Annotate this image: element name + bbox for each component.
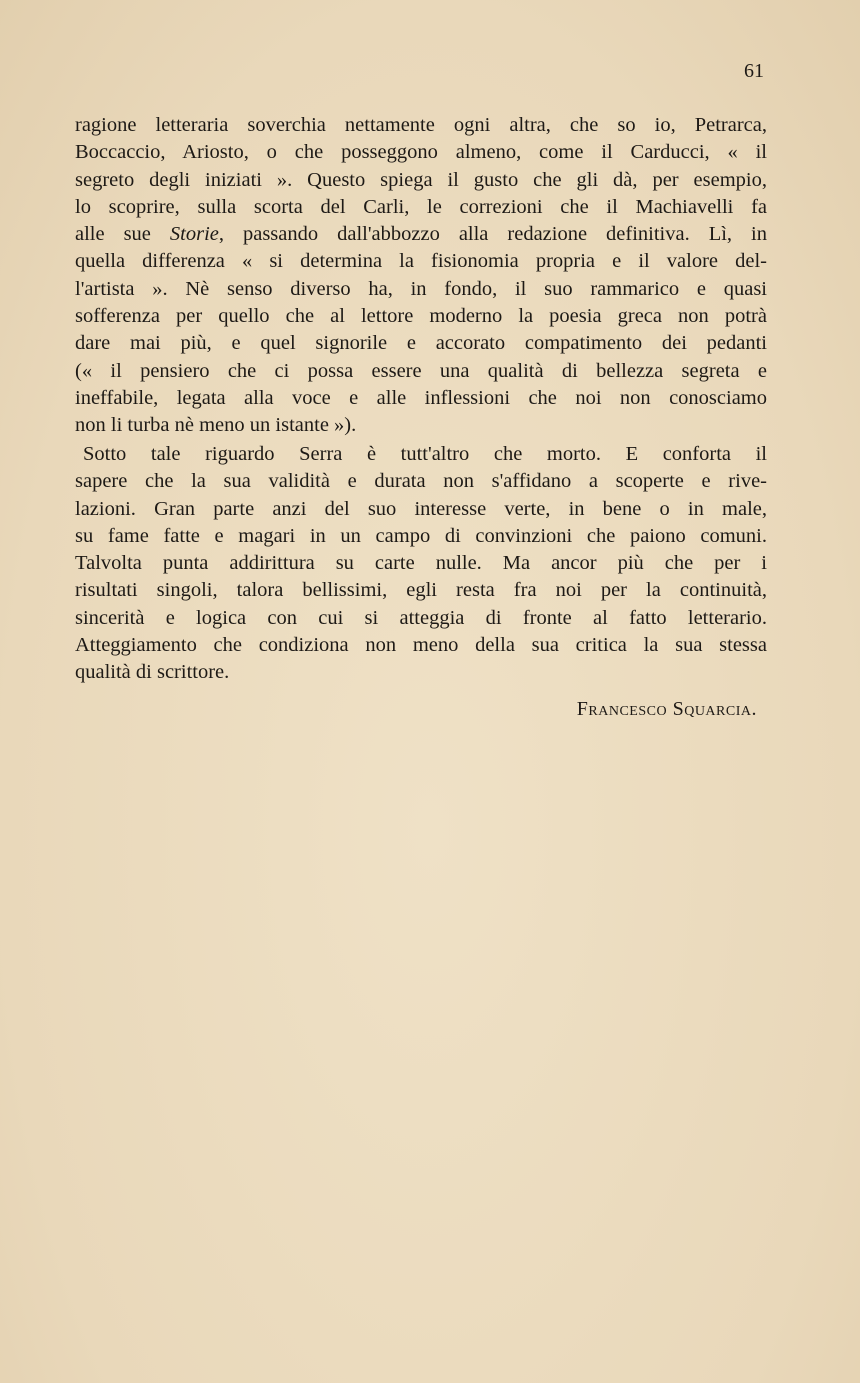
text-line: sincerità e logica con cui si atteggia di fronte al fatto letterario.: [75, 606, 767, 629]
page-number: 61: [744, 60, 764, 82]
text-line-with-italic: alle sue Storie, passando dall'abbozzo alla redazione definitiva. Lì, in: [75, 223, 767, 246]
text-line: lazioni. Gran parte anzi del suo interesse verte, in bene o in male,: [75, 497, 767, 520]
text-line: lo scoprire, sulla scorta del Carli, le correzioni che il Machiavelli fa: [75, 195, 767, 218]
text-line: su fame fatte e magari in un campo di convinzioni che paiono comuni.: [75, 524, 767, 547]
text-line: ragione letteraria soverchia nettamente ogni altra, che so io, Petrarca,: [75, 114, 767, 136]
text-line: sapere che la sua validità e durata non s'affidano a scoperte e rive-: [75, 470, 767, 493]
text-line: Talvolta punta addirittura su carte nulle. Ma ancor più che per i: [75, 552, 767, 575]
italic-title: Storie: [169, 223, 219, 246]
paragraph-2: [75, 441, 767, 687]
author-signature: Francesco Squarcia.: [576, 698, 757, 720]
paragraph-1: [75, 112, 767, 440]
text-line: Boccaccio, Ariosto, o che posseggono almeno, come il Carducci, « il: [75, 141, 767, 164]
text-line: l'artista ». Nè senso diverso ha, in fondo, il suo rammarico e quasi: [75, 277, 767, 300]
text-line: segreto degli iniziati ». Questo spiega il gusto che gli dà, per esempio,: [75, 168, 767, 191]
text-line: risultati singoli, talora bellissimi, egli resta fra noi per la continuità,: [75, 579, 767, 602]
text-line: ineffabile, legata alla voce e alle inflessioni che noi non conosciamo: [75, 386, 767, 409]
text-line: dare mai più, e quel signorile e accorato compatimento dei pedanti: [75, 332, 767, 355]
text-line: (« il pensiero che ci possa essere una qualità di bellezza segreta e: [75, 359, 767, 382]
text-line: Sotto tale riguardo Serra è tutt'altro che morto. E conforta il: [83, 443, 767, 465]
text-line: qualità di scrittore.: [75, 661, 230, 684]
text-line: quella differenza « si determina la fisionomia propria e il valore del-: [75, 250, 767, 273]
text-line: sofferenza per quello che al lettore moderno la poesia greca non potrà: [75, 305, 767, 328]
text-line: Atteggiamento che condiziona non meno della sua critica la sua stessa: [75, 634, 767, 657]
text-line: non li turba nè meno un istante »).: [75, 414, 357, 437]
